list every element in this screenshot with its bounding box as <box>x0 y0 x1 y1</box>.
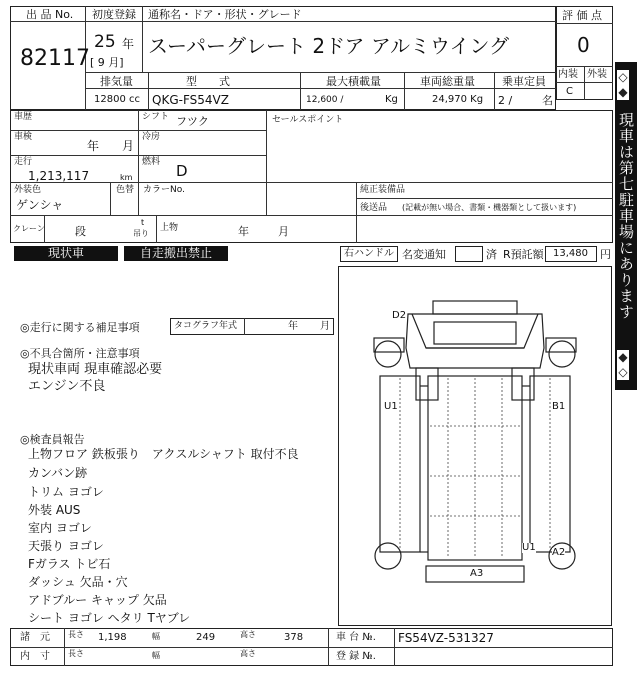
color-change-label: 色替 <box>116 185 135 195</box>
capacity-label: 乗車定員 <box>502 75 546 88</box>
tachograph-year: 年 <box>288 321 298 332</box>
registration-label: 登 録 №. <box>336 651 376 662</box>
ac-label: 冷房 <box>142 132 161 142</box>
model-label: 型 式 <box>186 75 230 88</box>
fuel-value: D <box>176 162 188 180</box>
max-load-unit: Kg <box>385 94 398 105</box>
lot-label: 出 品 No. <box>26 8 74 21</box>
capacity-unit: 名 <box>542 94 553 107</box>
mark-u1-right: U1 <box>522 542 536 553</box>
crane-label: クレーン <box>13 224 45 233</box>
gross-weight-label: 車両総重量 <box>420 75 475 88</box>
length-label: 長さ <box>68 630 84 639</box>
rating-label: 評 価 点 <box>562 9 602 22</box>
tax-unit: 円 <box>600 248 611 261</box>
mark-a3: A3 <box>470 568 484 579</box>
vehicle-name: スーパーグレート 2ドア アルミウイング <box>148 34 510 58</box>
reg-year-unit: 年 <box>122 37 135 51</box>
upper-month: 月 <box>278 225 289 238</box>
inspection-year: 年 <box>87 139 100 153</box>
tax-label: R預託額 <box>503 248 544 261</box>
ext-color-label: 外装色 <box>14 185 42 195</box>
tachograph-month: 月 <box>320 321 330 332</box>
height-value: 378 <box>284 632 304 643</box>
genuine-equipment-label: 純正装備品 <box>360 185 406 195</box>
defect-line-2: エンジン不良 <box>28 379 106 394</box>
inspection-month: 月 <box>122 139 135 153</box>
mark-u1-left: U1 <box>384 401 398 412</box>
inspector-line-9: アドブルー キャップ 欠品 <box>28 593 167 607</box>
chassis-label: 車 台 №. <box>336 632 376 643</box>
inspector-report-label: ◎検査員報告 <box>20 433 85 446</box>
dimension-label: 諸 元 <box>20 632 50 643</box>
mark-a2: A2 <box>552 547 566 558</box>
width-label: 幅 <box>152 632 160 641</box>
inner-length-label: 長さ <box>68 649 84 658</box>
inspection-label: 車検 <box>14 132 33 142</box>
inner-dimension-label: 内 寸 <box>20 651 50 662</box>
crane-t: t <box>141 218 145 227</box>
capacity-value: 2 / <box>498 94 513 107</box>
right-hand-label: 右ハンドル <box>344 248 394 259</box>
chassis-value: FS54VZ-531327 <box>398 631 494 645</box>
inner-height-label: 高さ <box>240 649 256 658</box>
driving-notes-label: ◎走行に関する補足事項 <box>20 321 140 334</box>
shift-value: フツク <box>176 115 209 128</box>
crane-step: 段 <box>75 225 86 238</box>
inspector-line-6: 天張り ヨゴレ <box>28 539 104 553</box>
color-code-label: カラーNo. <box>143 185 185 195</box>
inspector-line-3: トリム ヨゴレ <box>28 485 104 499</box>
tax-value: 13,480 <box>553 248 588 259</box>
inspector-line-4: 外装 AUS <box>28 503 81 517</box>
reg-year: 25 <box>94 32 116 52</box>
as-is-badge: 現状車 <box>14 246 118 261</box>
tax-prefix: 済 <box>486 248 497 261</box>
self-drive-prohibited-badge: 自走搬出禁止 <box>124 246 228 261</box>
exterior-label: 外装 <box>587 69 607 80</box>
upper-label: 上物 <box>160 223 179 233</box>
width-value: 249 <box>196 632 216 643</box>
inspector-line-2: カンバン跡 <box>28 466 88 480</box>
interior-label: 内装 <box>558 69 578 80</box>
length-value: 1,198 <box>98 632 127 643</box>
name-change-label: 名変通知 <box>402 248 446 261</box>
defect-notes-label: ◎不具合箇所・注意事項 <box>20 347 140 360</box>
upper-year: 年 <box>238 225 249 238</box>
vehicle-name-label: 通称名・ドア・形状・グレード <box>148 8 302 21</box>
aftermarket-note: (記載が無い場合、書類・機器類として扱います) <box>402 203 577 212</box>
fuel-label: 燃料 <box>142 157 161 167</box>
mileage-value: 1,213,117 <box>28 169 90 183</box>
history-label: 車歴 <box>14 112 33 122</box>
mark-b1: B1 <box>552 401 566 412</box>
shift-label: シフト <box>142 112 170 122</box>
side-notice-text: 現車は第七駐車場にあります <box>617 112 635 320</box>
inspector-line-10: シート ヨゴレ ヘタリ Tヤブレ <box>28 611 191 625</box>
rating-value: 0 <box>577 33 590 57</box>
lot-number: 82117 <box>20 46 90 71</box>
mileage-label: 走行 <box>14 157 33 167</box>
tachograph-label: タコグラフ年式 <box>174 321 238 331</box>
mark-d2: D2 <box>392 310 407 321</box>
gross-weight-value: 24,970 Kg <box>432 94 484 105</box>
name-change-box <box>455 246 483 262</box>
model-value: QKG-FS54VZ <box>152 93 229 107</box>
first-reg-label: 初度登録 <box>92 8 136 21</box>
aftermarket-label: 後送品 <box>360 203 388 213</box>
inspector-line-8: ダッシュ 欠品・穴 <box>28 575 128 589</box>
reg-month: [ 9 月] <box>90 56 124 69</box>
sales-point-label: セールスポイント <box>272 115 344 125</box>
displacement-label: 排気量 <box>100 75 133 88</box>
height-label: 高さ <box>240 630 256 639</box>
mileage-unit: km <box>120 173 133 182</box>
crane-hang: 吊り <box>133 229 149 238</box>
defect-line-1: 現状車両 現車確認必要 <box>28 362 163 377</box>
side-notice-top-mark: ◇◆ <box>616 70 630 100</box>
displacement-value: 12800 cc <box>94 94 140 105</box>
inner-width-label: 幅 <box>152 651 160 660</box>
inspector-line-1: 上物フロア 鉄板張り アクスルシャフト 取付不良 <box>28 447 299 461</box>
side-notice-bottom-mark: ◆◇ <box>616 350 630 380</box>
max-load-label: 最大積載量 <box>326 75 381 88</box>
interior-grade: C <box>566 86 573 97</box>
ext-color-value: ゲンシャ <box>16 198 64 212</box>
inspector-line-5: 室内 ヨゴレ <box>28 521 92 535</box>
inspector-line-7: Fガラス トビ石 <box>28 557 111 571</box>
max-load-value: 12,600 / <box>306 95 344 105</box>
